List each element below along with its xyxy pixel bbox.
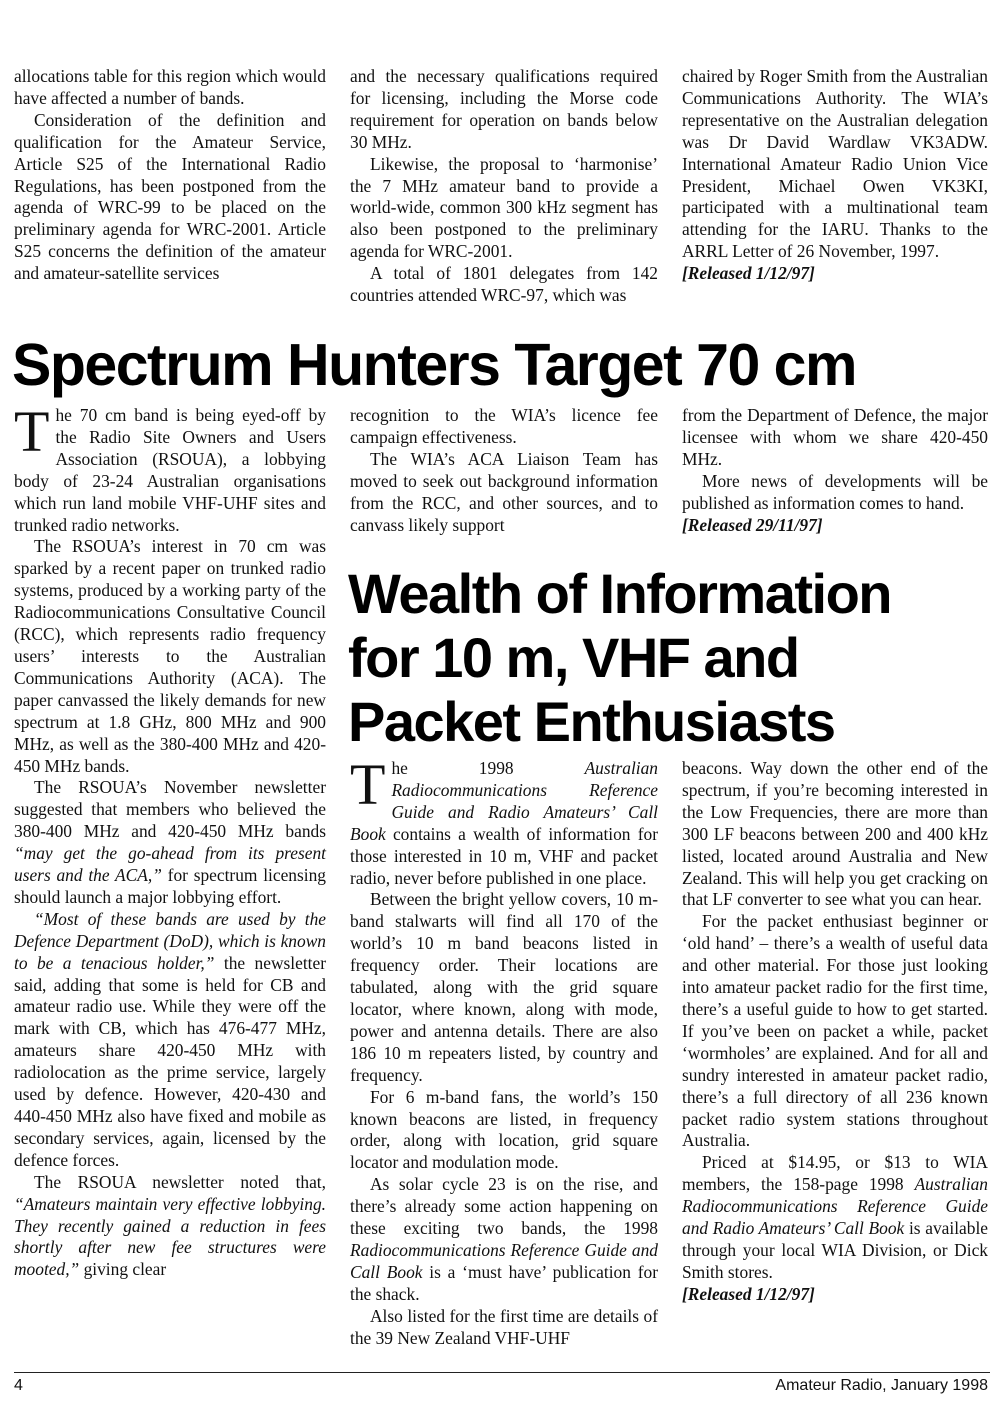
paragraph: The RSOUA newsletter noted that, “Amateurs maintain very effective lobbying. They recently gained a reduction in fees shortly after new fee structures were mooted,” giving clear — [14, 1171, 326, 1280]
continued-column-1 — [14, 66, 326, 285]
drop-cap: T — [14, 399, 50, 464]
article2-column-3 — [682, 758, 988, 1306]
paragraph: Consideration of the definition and qualification for the Amateur Service, Article S25 of the International Radio Regulations, has been postponed from the agenda of WRC-99 to be placed on the preliminary agenda for WRC-2001. Article S25 concerns the definition of the amateur and amateur-satellite services — [14, 109, 326, 284]
headline-line: Wealth of Information — [348, 562, 891, 625]
article1-column-1 — [14, 399, 326, 1281]
paragraph: As solar cycle 23 is on the rise, and there’s already some action happening on these exciting two bands, the 1998 Radiocommunications Reference Guide and Call Book is a ‘must have’ publication for the shack. — [350, 1174, 658, 1304]
continued-column-2 — [350, 66, 658, 307]
paragraph: allocations table for this region which would have affected a number of bands. — [14, 66, 326, 108]
article1-column-3 — [682, 405, 988, 536]
paragraph: Also listed for the first time are details of the 39 New Zealand VHF-UHF — [350, 1305, 658, 1348]
paragraph: More news of developments will be published as information comes to hand. — [682, 470, 988, 513]
paragraph: he 70 cm band is being eyed-off by the Radio Site Owners and Users Association (RSOUA), a lobbying body of 23-24 Australian organisations which run land mobile VHF-UHF sites and trunked radio networks. — [14, 405, 326, 535]
article1-column-2 — [350, 405, 658, 536]
paragraph: “Most of these bands are used by the Defence Department (DoD), which is known to be a tenacious holder,” the newsletter said, adding that some is held for CB and amateur radio use. While they were off the mark with CB, which has 476-477 MHz, amateurs share 420-450 MHz with radiolocation as the prime service, largely used by defence. However, 420-430 and 440-450 MHz also have fixed and mobile as secondary services, again, licensed by the defence forces. — [14, 908, 326, 1170]
paragraph: beacons. Way down the other end of the spectrum, if you’re becoming interested in the Low Frequencies, there are more than 300 LF beacons between 200 and 400 kHz listed, located around Australia and New Zealand. This will help you get cracking on that LF converter to see what you can hear. — [682, 758, 988, 910]
headline-line: Packet Enthusiasts — [348, 690, 835, 753]
headline-line: for 10 m, VHF and — [348, 626, 799, 689]
paragraph: A total of 1801 delegates from 142 countries attended WRC-97, which was — [350, 263, 658, 306]
release-date: [Released 1/12/97] — [682, 1283, 815, 1304]
paragraph: Between the bright yellow covers, 10 m-band stalwarts will find all 170 of the world’s 10 m band beacons listed in frequency order. Their locations are tabulated, along with the grid square locator, where known, along with mode, power and antenna details. There are also 186 10 m repeaters listed, by country and frequency. — [350, 889, 658, 1085]
headline-wealth-of-information — [348, 562, 891, 754]
headline-spectrum-hunters: Spectrum Hunters Target 70 cm — [12, 332, 856, 398]
paragraph: and the necessary qualifications required for licensing, including the Morse code requirement for operation on bands below 30 MHz. — [350, 66, 658, 152]
paragraph: For the packet enthusiast beginner or ‘old hand’ – there’s a wealth of useful data and other material. For those just looking into amateur packet radio for the first time, there’s a useful guide to how to get started. If you’ve been on packet a while, packet ‘wormholes’ are explained. And for all and sundry interested in amateur packet radio, there’s a full directory of all 236 known packet radio system stations throughout Australia. — [682, 911, 988, 1151]
paragraph: The RSOUA’s interest in 70 cm was sparked by a recent paper on trunked radio systems, produced by a working party of the Radiocommunications Consultative Council (RCC), which represents radio frequency users’ interests to the Australian Communications Authority (ACA). The paper canvassed the likely demands for new spectrum at 1.8 GHz, 800 MHz and 900 MHz, as well as the 380-400 MHz and 420-450 MHz bands. — [14, 536, 326, 776]
paragraph: from the Department of Defence, the major licensee with whom we share 420-450 MHz. — [682, 405, 988, 469]
article2-column-2: The 1998 Australian Radiocommunications Reference Guide and Radio Amateurs’ Call Book contains a wealth of information for those interested in 10 m, VHF and packet radio, never before published in one place. Between the bright yellow covers, 10 m-band stalwarts will find all 170 of the world’s 10 m band beacons listed in frequency order. Their locations are tabulated, along with the grid square locator, where known, along with mode, power and antenna details. There are also 186 10 m repeaters listed, by country and frequency. For 6 m-band fans, the world’s 150 known beacons are listed, in frequency order, along with location, grid square locator and modulation mode. As solar cycle 23 is on the rise, and there’s already some action happening on these exciting two bands, the 1998 Radiocommunications Reference Guide and Call Book is a ‘must have’ publication for the shack. Also listed for the first time are details of the 39 New Zealand VHF-UHF — [350, 752, 658, 1348]
release-date: [Released 29/11/97] — [682, 514, 823, 535]
page-number: 4 — [14, 1377, 23, 1394]
paragraph: chaired by Roger Smith from the Australian Communications Authority. The WIA’s representative on the Australian delegation was Dr David Wardlaw VK3ADW. International Amateur Radio Union Vice President, Michael Owen VK3KI, participated with a multinational team attending for the IARU. Thanks to the ARRL Letter of 26 November, 1997. — [682, 66, 988, 262]
paragraph: The WIA’s ACA Liaison Team has moved to seek out background information from the RCC, and other sources, and to canvass likely support — [350, 448, 658, 535]
release-date: [Released 1/12/97] — [682, 263, 815, 284]
publication-info: Amateur Radio, January 1998 — [775, 1377, 988, 1394]
paragraph: The RSOUA’s November newsletter suggested that members who believed the 380-400 MHz and 420-450 MHz bands “may get the go-ahead from its present users and the ACA,” for spectrum licensing should launch a major lobbying effort. — [14, 777, 326, 907]
paragraph: For 6 m-band fans, the world’s 150 known beacons are listed, in frequency order, along with location, grid square locator and modulation mode. — [350, 1086, 658, 1173]
continued-column-3 — [682, 66, 988, 285]
drop-cap: T — [350, 752, 386, 817]
paragraph: Likewise, the proposal to ‘harmonise’ the 7 MHz amateur band to provide a world-wide, common 300 kHz segment has also been postponed to the preliminary agenda for WRC-2001. — [350, 153, 658, 262]
paragraph: Priced at $14.95, or $13 to WIA members, the 158-page 1998 Australian Radiocommunications Reference Guide and Radio Amateurs’ Call Book is available through your local WIA Division, or Dick Smith stores. — [682, 1152, 988, 1282]
paragraph: recognition to the WIA’s licence fee campaign effectiveness. — [350, 405, 658, 447]
footer-divider — [14, 1372, 990, 1373]
